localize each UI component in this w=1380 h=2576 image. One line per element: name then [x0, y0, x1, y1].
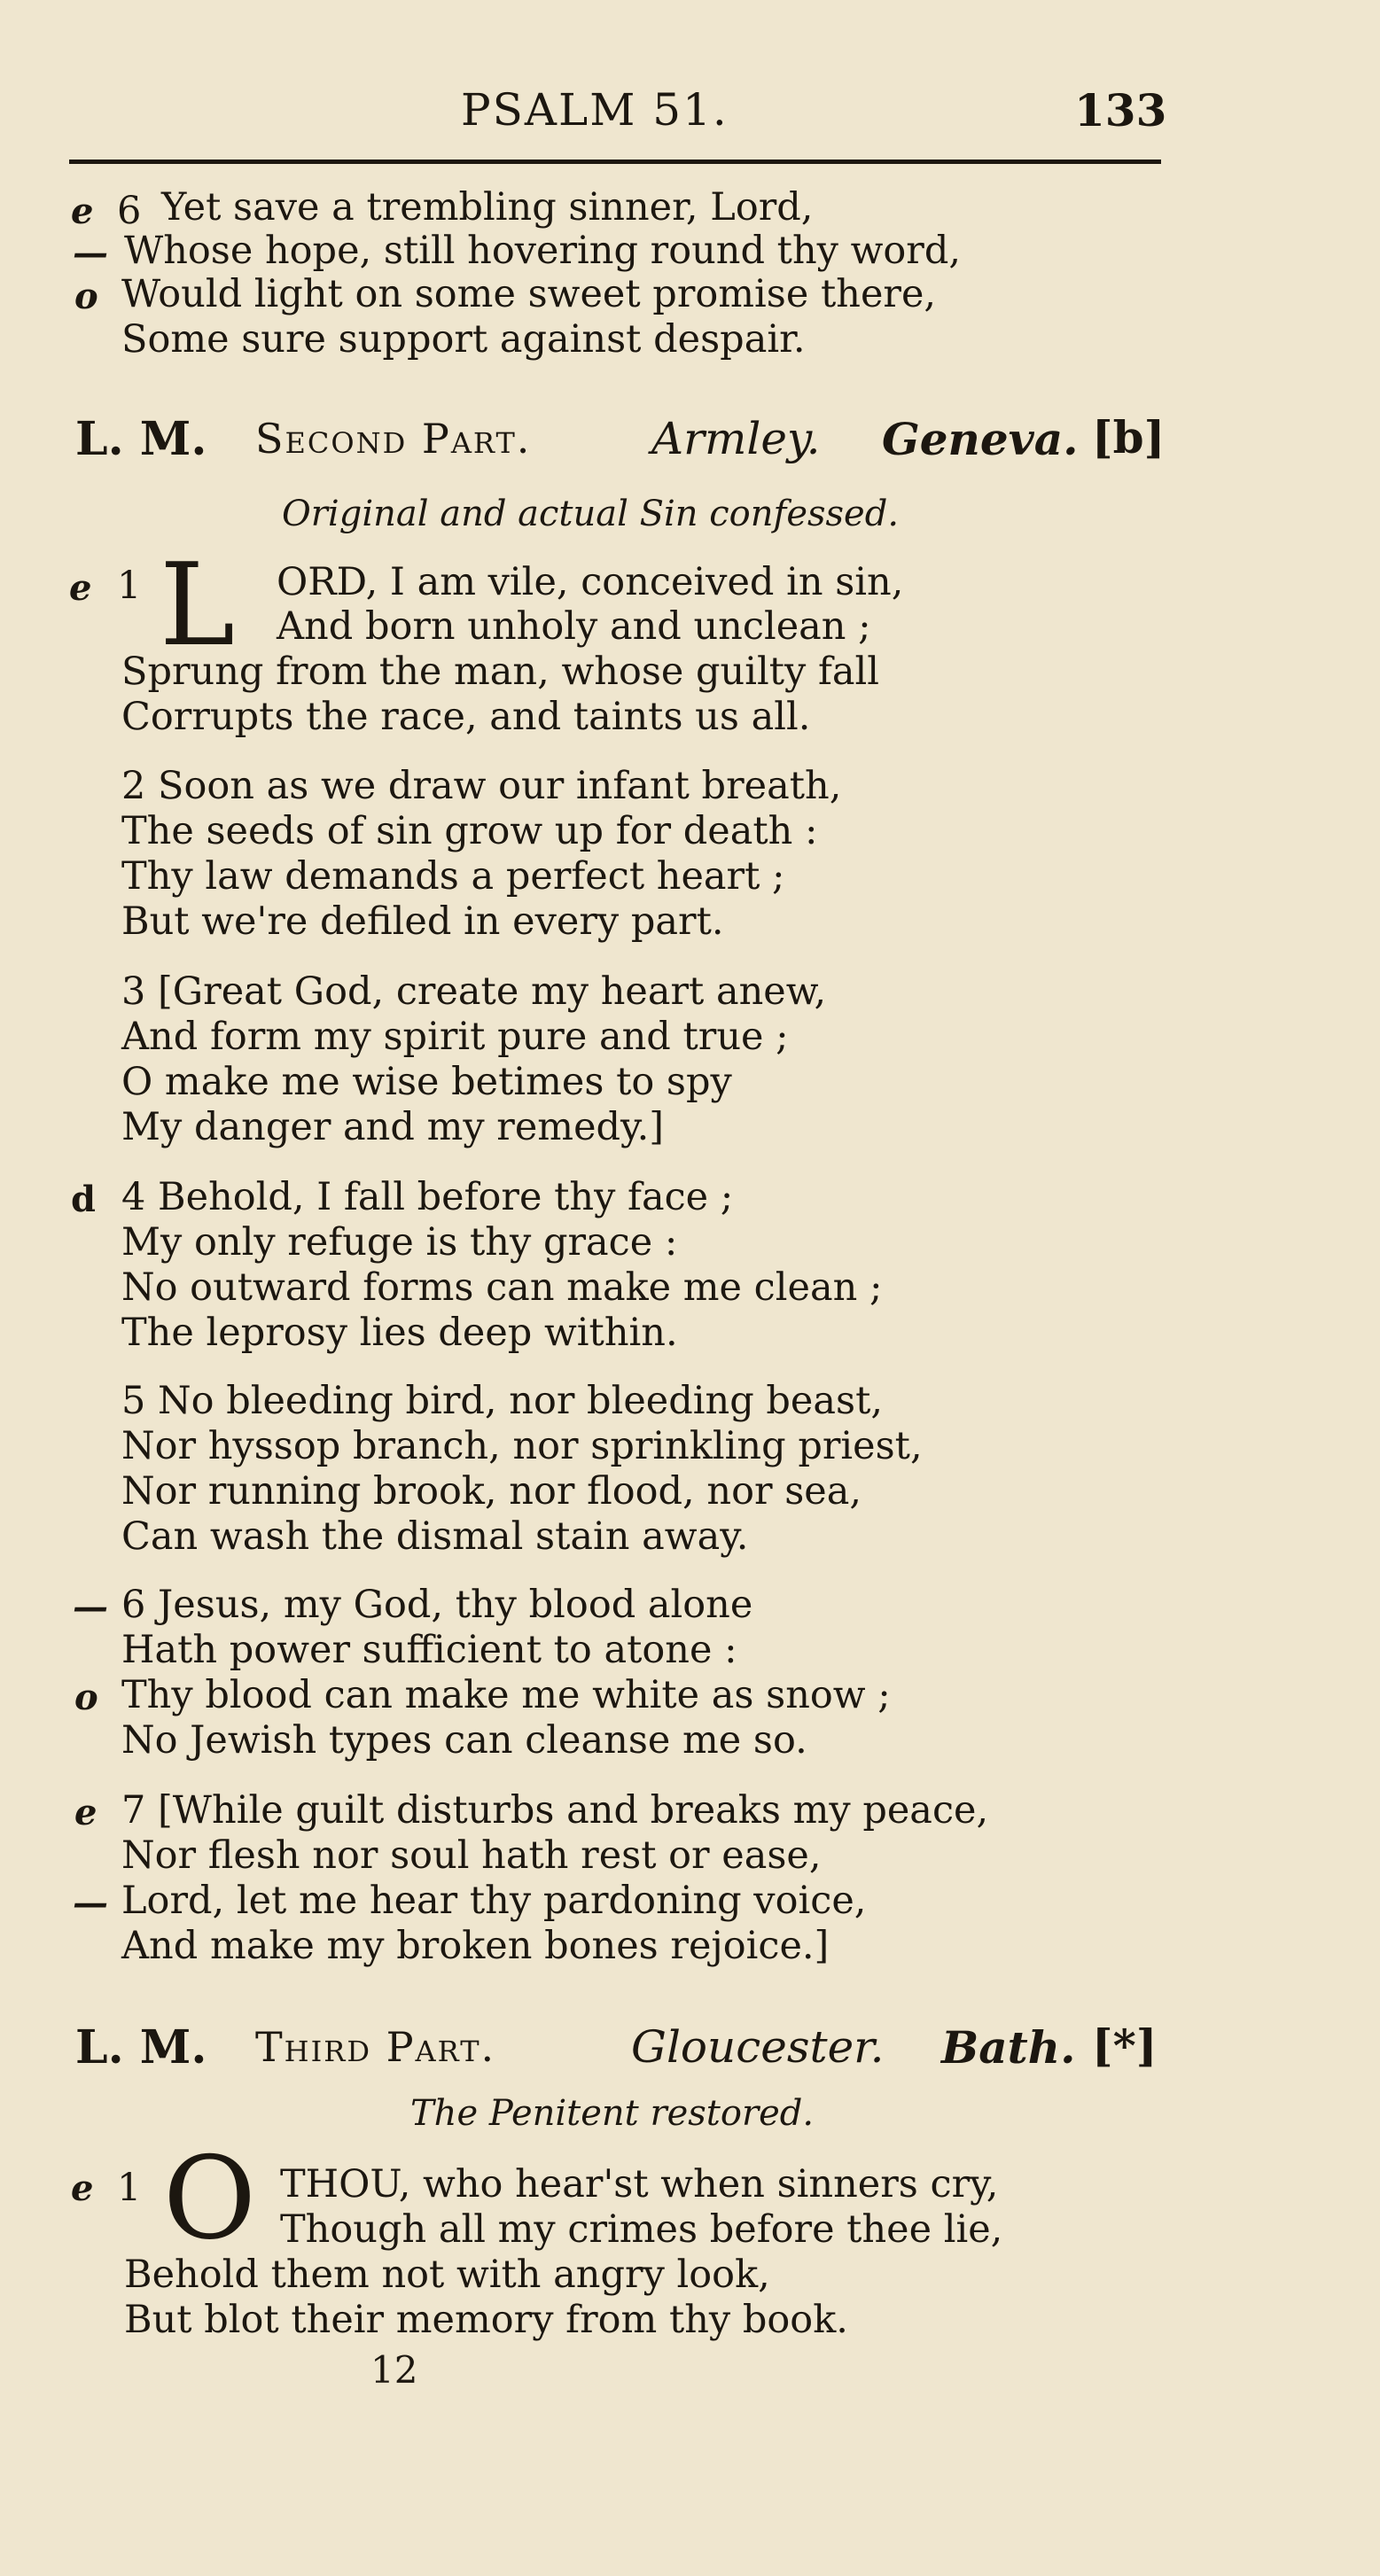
signature-mark: 12	[370, 2348, 418, 2392]
tune-name: Gloucester.	[631, 2021, 885, 2073]
part-label: Second Part.	[255, 415, 532, 463]
meter-label: L. M.	[75, 412, 207, 466]
part-label: Third Part.	[255, 2023, 496, 2071]
tune-name: Bath.	[941, 2021, 1076, 2074]
verse-line: 4 Behold, I fall before thy face ;	[121, 1175, 734, 1219]
verse-line: Thy blood can make me white as snow ;	[121, 1673, 891, 1717]
verse-line: And born unholy and unclean ;	[277, 604, 871, 649]
verse-mark: e	[71, 191, 94, 232]
verse-line: Nor flesh nor soul hath rest or ease,	[121, 1833, 822, 1878]
verse-mark: o	[74, 1677, 98, 1718]
verse-mark: e	[74, 1792, 97, 1833]
hymn-subtitle: Original and actual Sin confessed.	[282, 494, 900, 534]
verse-line: O make me wise betimes to spy	[121, 1060, 732, 1104]
hymn-subtitle: The Penitent restored.	[410, 2093, 815, 2134]
verse-line: Sprung from the man, whose guilty fall	[121, 650, 880, 694]
verse-line: Some sure support against despair.	[121, 317, 806, 362]
tune-flag: [*]	[1092, 2020, 1158, 2072]
verse-mark: —	[73, 232, 108, 274]
verse-mark: —	[73, 1882, 108, 1924]
verse-line: Lord, let me hear thy pardoning voice,	[121, 1879, 867, 1923]
verse-mark: e	[69, 567, 92, 609]
verse-line: Whose hope, still hovering round thy word,	[124, 229, 962, 273]
verse-line: ORD, I am vile, conceived in sin,	[277, 560, 904, 604]
verse-line: Hath power sufficient to atone :	[121, 1628, 737, 1672]
verse-line: 5 No bleeding bird, nor bleeding beast,	[121, 1379, 884, 1423]
verse-line: And form my spirit pure and true ;	[121, 1015, 789, 1059]
verse-line: Thy law demands a perfect heart ;	[121, 854, 785, 899]
verse-line: 2 Soon as we draw our infant breath,	[121, 764, 842, 808]
verse-number: 6	[117, 189, 142, 233]
verse-number: 1	[117, 2166, 142, 2210]
verse-line: Yet save a trembling sinner, Lord,	[161, 185, 814, 230]
verse-mark: e	[71, 2167, 94, 2209]
verse-line: And make my broken bones rejoice.]	[121, 1924, 830, 1968]
verse-line: Can wash the dismal stain away.	[121, 1514, 749, 1559]
verse-line: 7 [While guilt disturbs and breaks my peace,	[121, 1788, 989, 1833]
tune-name: Armley.	[651, 413, 821, 464]
drop-cap: L	[160, 540, 235, 672]
verse-line: Nor hyssop branch, nor sprinkling priest,	[121, 1424, 923, 1468]
verse-line: Would light on some sweet promise there,	[121, 272, 937, 316]
verse-number: 1	[117, 564, 142, 608]
verse-line: No Jewish types can cleanse me so.	[121, 1718, 807, 1763]
verse-line: Behold them not with angry look,	[124, 2253, 770, 2297]
verse-line: My only refuge is thy grace :	[121, 1220, 678, 1265]
tune-name: Geneva.	[882, 413, 1079, 465]
page-number: 133	[1074, 84, 1167, 136]
verse-line: Corrupts the race, and taints us all.	[121, 695, 811, 739]
verse-mark: o	[74, 276, 98, 317]
verse-line: Nor running brook, nor flood, nor sea,	[121, 1469, 862, 1514]
verse-line: But we're defiled in every part.	[121, 899, 724, 944]
verse-line: 3 [Great God, create my heart anew,	[121, 969, 827, 1014]
verse-mark: d	[71, 1179, 96, 1220]
verse-line: 6 Jesus, my God, thy blood alone	[121, 1583, 753, 1627]
meter-label: L. M.	[75, 2020, 207, 2074]
verse-mark: —	[73, 1586, 108, 1628]
verse-line: No outward forms can make me clean ;	[121, 1265, 883, 1310]
verse-line: Though all my crimes before thee lie,	[280, 2207, 1003, 2252]
verse-line: My danger and my remedy.]	[121, 1105, 665, 1149]
drop-cap: O	[163, 2133, 256, 2265]
tune-flag: [b]	[1092, 411, 1166, 463]
verse-line: The seeds of sin grow up for death :	[121, 809, 818, 853]
verse-line: But blot their memory from thy book.	[124, 2298, 848, 2342]
verse-line: THOU, who hear'st when sinners cry,	[280, 2162, 999, 2206]
header-rule	[69, 160, 1161, 164]
verse-line: The leprosy lies deep within.	[121, 1311, 678, 1355]
running-header-title: PSALM 51.	[461, 84, 729, 136]
